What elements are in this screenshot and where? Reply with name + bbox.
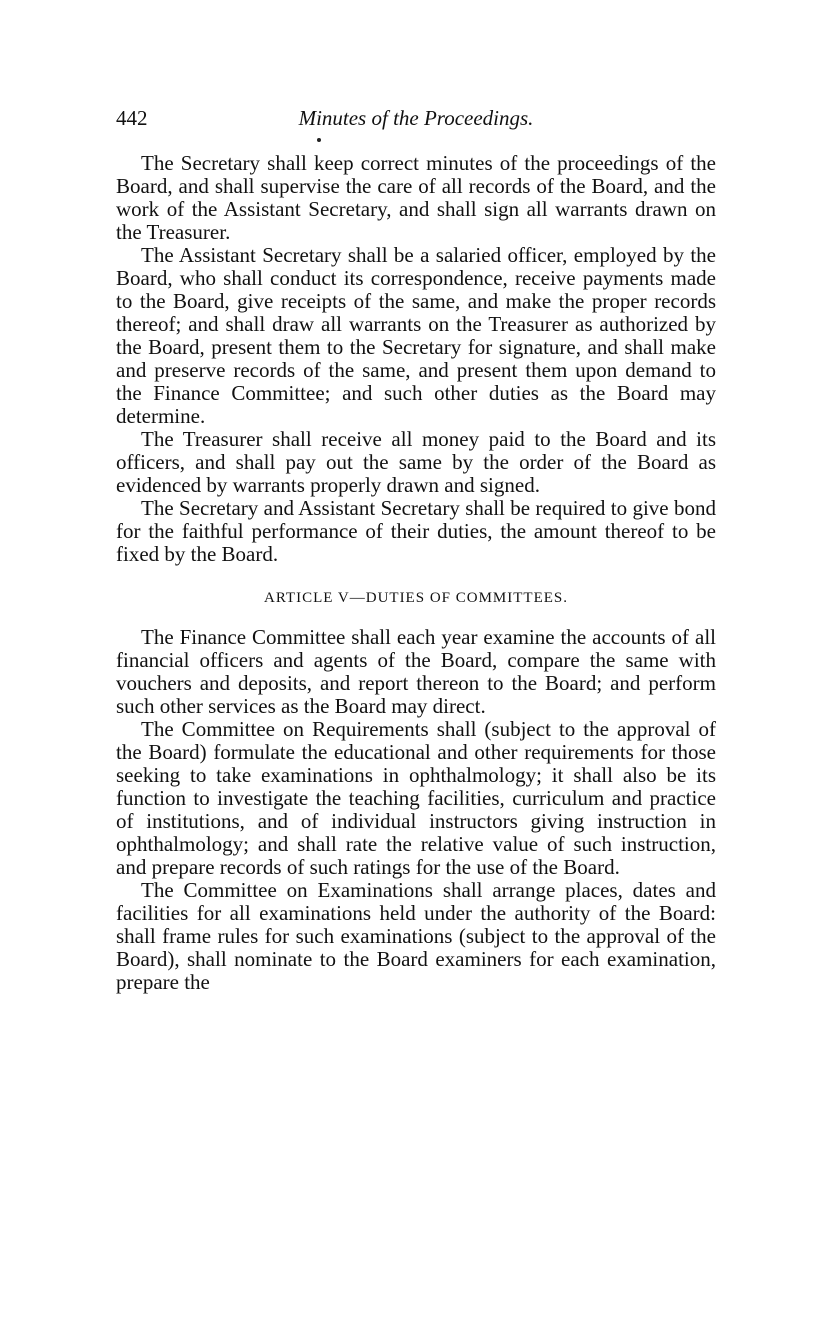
paragraph-assistant-secretary-duties: The Assistant Secretary shall be a salaried officer, employed by the Board, who shall conduct its correspondence, receive payments made to the Board, give receipts of the same, and make the proper records thereof; and shall draw all warrants on the Treasurer as authorized by the Board, present them to the Secretary for signature, and shall make and preserve records of the same, and present them upon demand to the Finance Committee; and such other duties as the Board may determine.	[116, 243, 716, 428]
page-number: 442	[116, 106, 148, 130]
page	[116, 104, 716, 994]
body-text	[116, 152, 716, 994]
paragraph-bond-requirement: The Secretary and Assistant Secretary shall be required to give bond for the faithful performance of their duties, the amount thereof to be fixed by the Board.	[116, 496, 716, 566]
paragraph-committee-on-requirements: The Committee on Requirements shall (subject to the approval of the Board) formulate the educational and other requirements for those seeking to take examinations in ophthalmology; it shall also be its function to investigate the teaching facilities, curriculum and practice of institutions, and of individual instructors giving instruction in ophthalmology; and shall rate the relative value of such instruction, and prepare records of such ratings for the use of the Board.	[116, 717, 716, 879]
paragraph-secretary-duties: The Secretary shall keep correct minutes of the proceedings of the Board, and shall supervise the care of all records of the Board, and the work of the Assistant Secretary, and shall sign all warrants drawn on the Treasurer.	[116, 151, 716, 244]
paragraph-committee-on-examinations: The Committee on Examinations shall arrange places, dates and facilities for all examinations held under the authority of the Board: shall frame rules for such examinations (subject to the approval of the Board), shall nominate to the Board examiners for each examination, prepare the	[116, 878, 716, 994]
section-heading-article-v: ARTICLE V—DUTIES OF COMMITTEES.	[264, 590, 568, 606]
running-title: Minutes of the Proceedings.	[298, 106, 534, 130]
paragraph-finance-committee: The Finance Committee shall each year examine the accounts of all financial officers and agents of the Board, compare the same with vouchers and deposits, and report thereon to the Board; and perform such other services as the Board may direct.	[116, 625, 716, 718]
paragraph-treasurer-duties: The Treasurer shall receive all money paid to the Board and its officers, and shall pay out the same by the order of the Board as evidenced by warrants properly drawn and signed.	[116, 427, 716, 497]
running-head	[116, 104, 716, 134]
